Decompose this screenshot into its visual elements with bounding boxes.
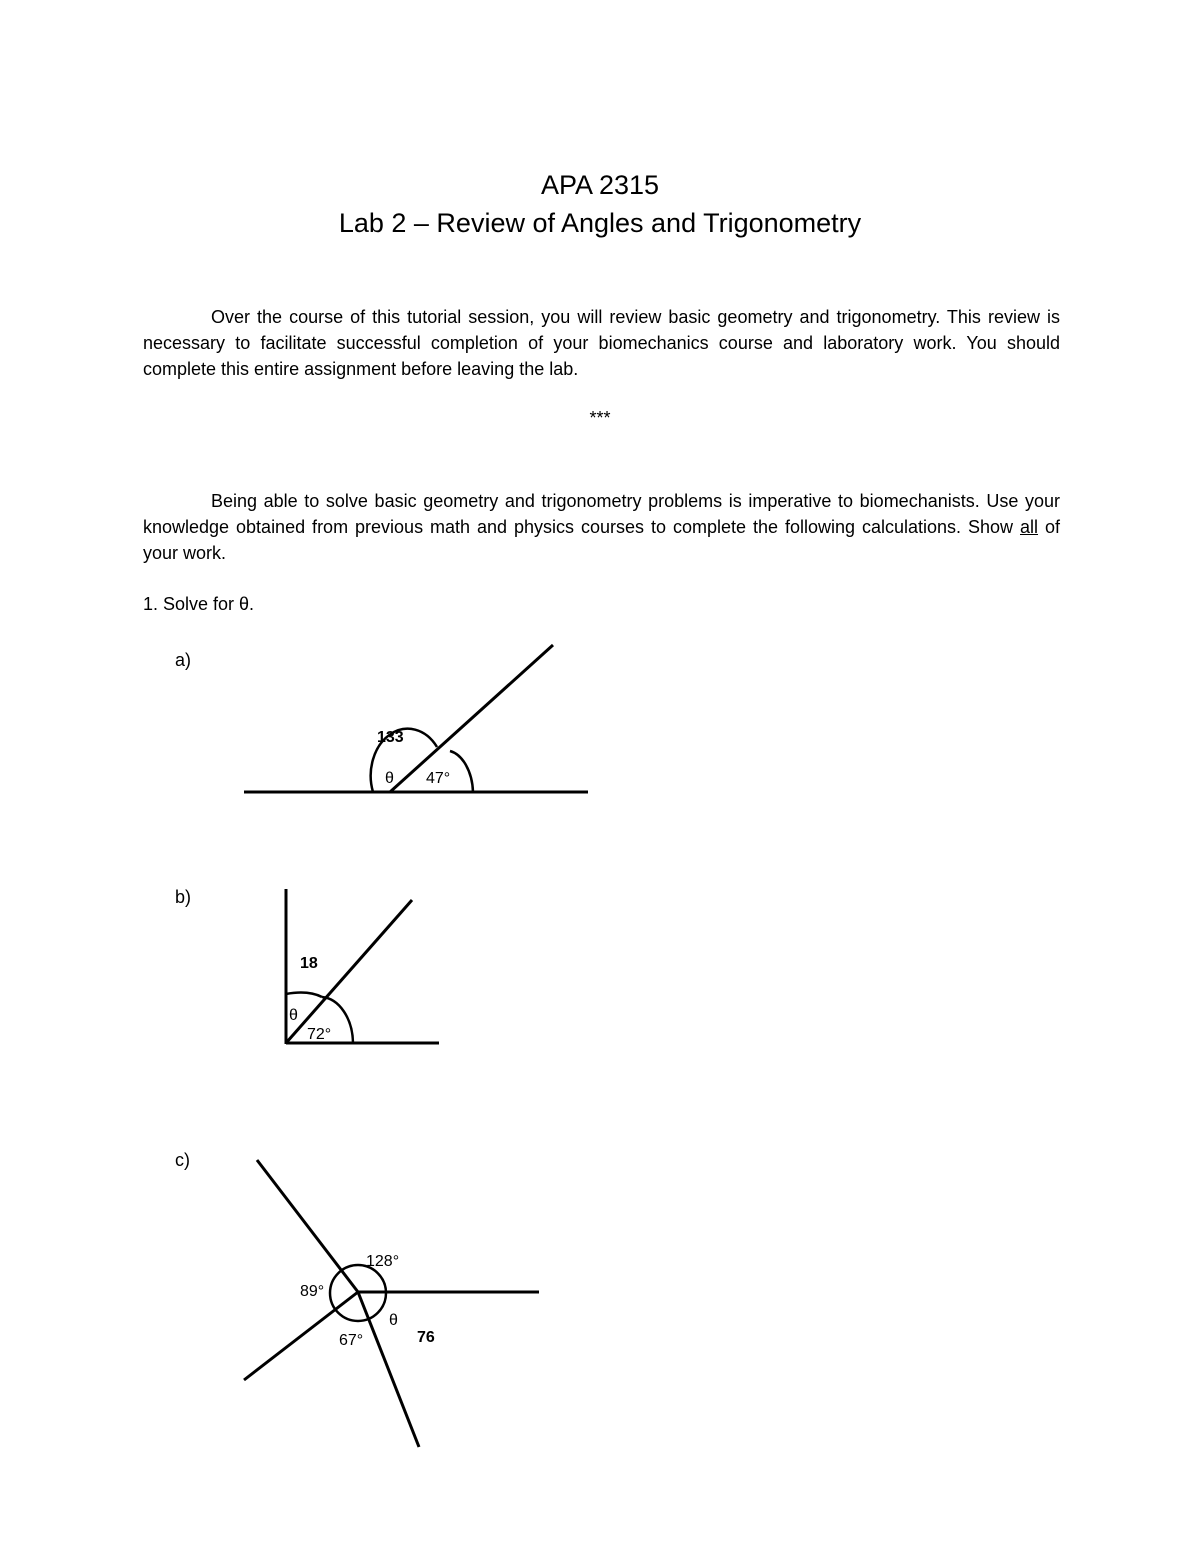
course-code: APA 2315	[540, 170, 660, 200]
fig-c-upper-left-line	[257, 1160, 358, 1292]
fig-b-72-label: 72°	[307, 1026, 332, 1043]
fig-c-89-label: 89°	[300, 1283, 325, 1300]
fig-b-theta-label: θ	[289, 1007, 298, 1024]
fig-c-128-label: 128°	[366, 1253, 400, 1270]
lab-title: Lab 2 – Review of Angles and Trigonometry	[338, 208, 862, 238]
part-a-label: a)	[175, 650, 192, 670]
instructions-emphasis: all	[1020, 517, 1039, 537]
fig-c-tag: 76	[417, 1329, 435, 1346]
fig-c-theta-label: θ	[389, 1312, 398, 1329]
fig-a-47-label: 47°	[426, 770, 451, 787]
separator: ***	[589, 408, 611, 428]
instructions-text-before: Being able to solve basic geometry and trigonometry problems is imperative to biomechanists. Use your knowledge obtained from previous math and physics courses to complete the following calculations. Show	[143, 491, 1060, 537]
question-1-prompt: 1. Solve for θ.	[143, 594, 255, 614]
part-b-label: b)	[175, 887, 192, 907]
fig-a-tag: 133	[377, 729, 404, 746]
intro-text: Over the course of this tutorial session, you will review basic geometry and trigonometry. This review is necessary to facilitate successful completion of your biomechanics course and laboratory work. You should complete this entire assignment before leaving the lab.	[143, 307, 1060, 379]
fig-b-tag: 18	[300, 955, 318, 972]
fig-a-theta-label: θ	[385, 770, 394, 787]
fig-c-67-label: 67°	[339, 1332, 364, 1349]
instructions-text-after: of your work.	[143, 517, 1060, 563]
part-c-label: c)	[175, 1150, 190, 1170]
